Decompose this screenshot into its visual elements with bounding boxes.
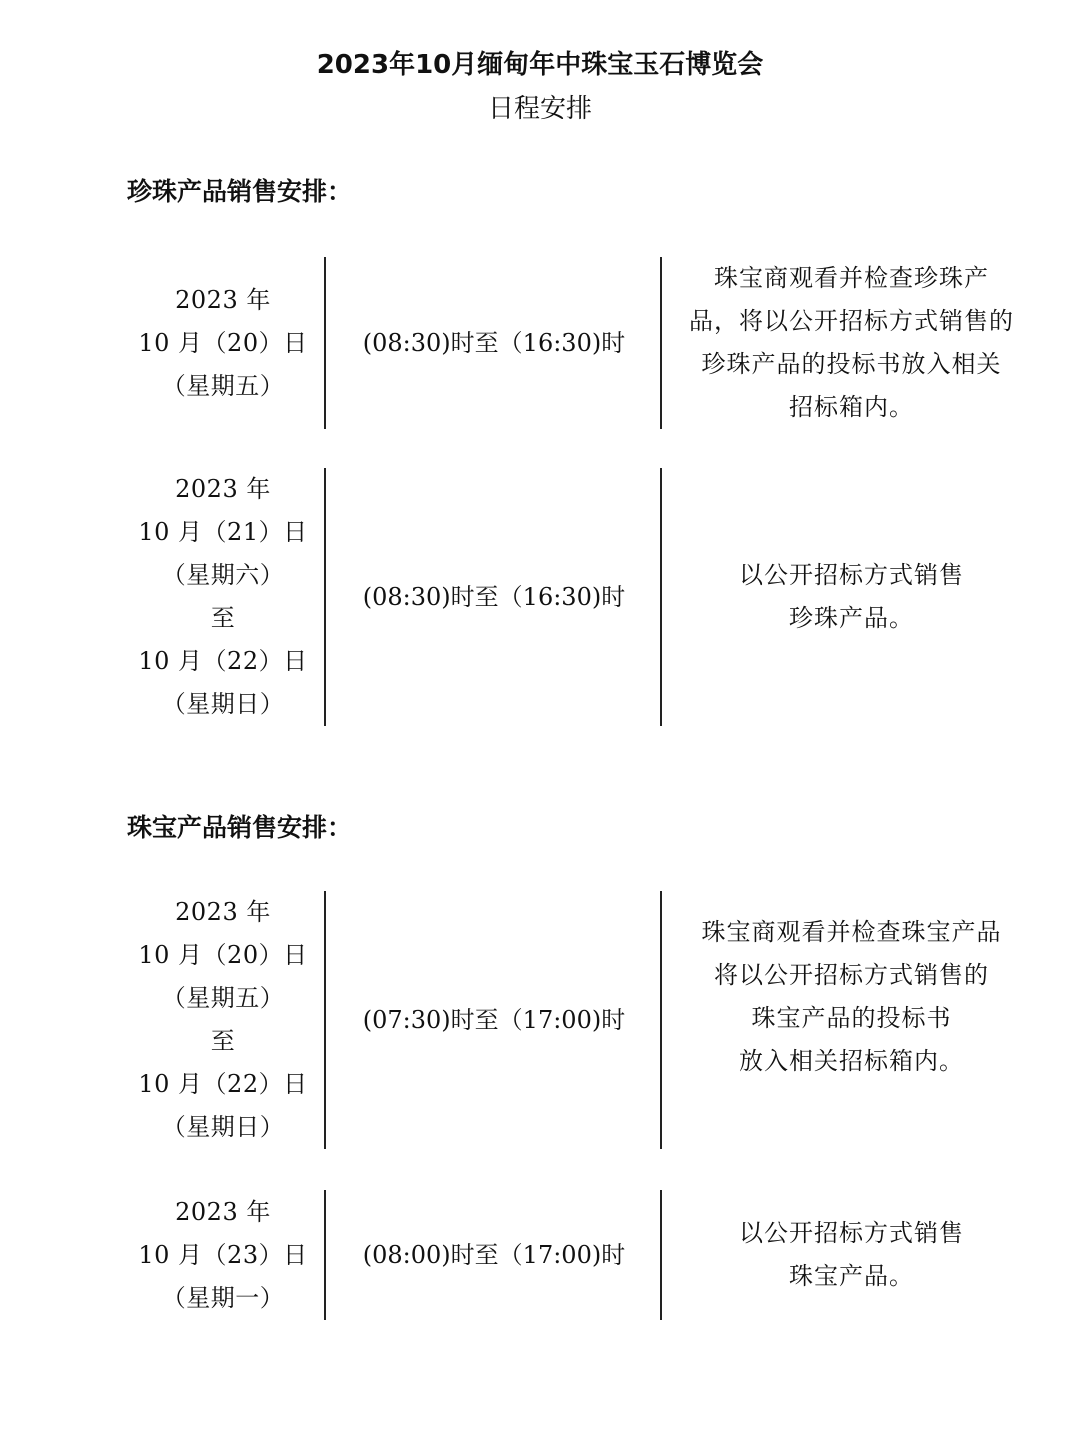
- time-range: (08:00)时至（17:00)时: [362, 1240, 626, 1269]
- date-line: （星期一）: [161, 1283, 285, 1312]
- time-cell: [328, 257, 660, 429]
- date-line: （星期日）: [161, 1113, 285, 1141]
- time-range: (08:30)时至（16:30)时: [362, 582, 626, 611]
- column-divider: [324, 1190, 326, 1320]
- date-line: 10 月（21）日: [138, 518, 308, 546]
- column-divider: [324, 468, 326, 726]
- date-line: （星期五）: [161, 984, 285, 1012]
- schedule-row: [120, 1190, 1040, 1320]
- document-subtitle: 日程安排: [487, 94, 592, 124]
- description-cell: [663, 468, 1040, 726]
- date-cell: [120, 891, 326, 1149]
- date-line: 2023 年: [175, 898, 271, 926]
- column-divider: [660, 257, 662, 429]
- date-line: 10 月（20）日: [138, 941, 308, 969]
- date-line: 10 月（20）日: [138, 328, 308, 357]
- date-line: （星期六）: [161, 561, 285, 589]
- date-line: （星期日）: [161, 690, 285, 718]
- description-line: 珠宝产品的投标书: [751, 1004, 952, 1032]
- description-line: 珠宝商观看并检查珍珠产: [714, 264, 989, 292]
- document-title: 2023年10月缅甸年中珠宝玉石博览会: [316, 50, 764, 80]
- description-line: 珠宝产品。: [789, 1262, 914, 1290]
- date-line: 2023 年: [175, 285, 271, 314]
- date-line: 10 月（22）日: [138, 1070, 308, 1098]
- date-line: 2023 年: [175, 475, 271, 503]
- column-divider: [660, 468, 662, 726]
- section-heading-jewellery: 珠宝产品销售安排：: [127, 813, 353, 842]
- description-line: 珍珠产品的投标书放入相关: [701, 350, 1002, 378]
- column-divider: [324, 891, 326, 1149]
- description-line: 将以公开招标方式销售的: [714, 961, 989, 989]
- date-line: 至: [210, 1027, 236, 1055]
- schedule-row: [120, 468, 1040, 726]
- description-line: 珍珠产品。: [789, 604, 914, 632]
- date-line: （星期五）: [161, 371, 285, 400]
- description-line: 以公开招标方式销售: [739, 561, 964, 589]
- section-heading-pearl: 珍珠产品销售安排：: [127, 177, 353, 206]
- date-line: 10 月（23）日: [138, 1240, 308, 1269]
- time-range: (08:30)时至（16:30)时: [362, 328, 626, 357]
- date-cell: [120, 1190, 326, 1320]
- time-cell: [328, 1190, 660, 1320]
- date-cell: [120, 468, 326, 726]
- date-cell: [120, 257, 326, 429]
- schedule-row: [120, 257, 1040, 429]
- date-line: 10 月（22）日: [138, 647, 308, 675]
- description-line: 招标箱内。: [789, 393, 914, 421]
- date-line: 至: [210, 604, 236, 632]
- schedule-row: [120, 891, 1040, 1149]
- description-line: 以公开招标方式销售: [739, 1219, 964, 1247]
- time-cell: [328, 468, 660, 726]
- date-line: 2023 年: [175, 1197, 271, 1226]
- time-cell: [328, 891, 660, 1149]
- description-line: 珠宝商观看并检查珠宝产品: [701, 918, 1002, 946]
- description-cell: [663, 891, 1040, 1149]
- column-divider: [660, 891, 662, 1149]
- description-line: 放入相关招标箱内。: [739, 1047, 964, 1075]
- column-divider: [324, 257, 326, 429]
- description-cell: [663, 257, 1040, 429]
- description-cell: [663, 1190, 1040, 1320]
- column-divider: [660, 1190, 662, 1320]
- time-range: (07:30)时至（17:00)时: [362, 1005, 626, 1034]
- description-line: 品，将以公开招标方式销售的: [689, 307, 1014, 335]
